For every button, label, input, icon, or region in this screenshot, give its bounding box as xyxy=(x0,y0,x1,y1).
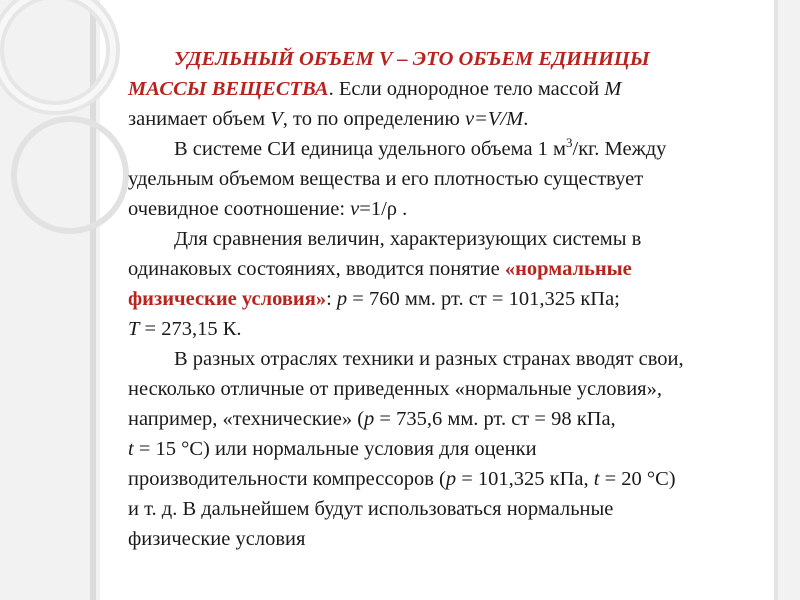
symbol-pressure: p xyxy=(336,288,348,310)
definition-heading-line2: МАССЫ ВЕЩЕСТВА xyxy=(128,78,329,100)
slide-text xyxy=(128,44,788,554)
paragraph-normal-conditions: Для сравнения величин, характеризующих системы в xyxy=(174,228,642,250)
paragraph-other-conditions-line4: t = 15 °C) или нормальные условия для оценки xyxy=(128,438,537,460)
paragraph-si-unit-line3: очевидное соотношение: v=1/ρ . xyxy=(128,198,408,220)
paragraph-other-conditions-line5: производительности компрессоров (p = 101,325 кПа, t = 20 °C) xyxy=(128,468,676,490)
term-normal-conditions-line1: «нормальные xyxy=(504,258,632,280)
paragraph-normal-conditions-line2: одинаковых состояниях, вводится понятие «нормальные xyxy=(128,258,632,280)
paragraph-si-unit: В системе СИ единица удельного объема 1 $м^3/кг$. Между xyxy=(174,135,667,160)
formula-density-relation: =1/ρ . xyxy=(359,198,408,220)
paragraph-definition-line2: МАССЫ ВЕЩЕСТВА. Если однородное тело массой M xyxy=(128,78,622,100)
symbol-volume: V xyxy=(270,108,283,130)
term-normal-conditions-line2: физические условия» xyxy=(128,288,327,310)
superscript-3: 3 xyxy=(566,135,573,151)
ring-bottom xyxy=(14,119,126,231)
paragraph-definition-line3: занимает объем V, то по определению v=V/M. xyxy=(128,108,529,130)
paragraph-other-conditions-line6: и т. д. В дальнейшем будут использоваться нормальные xyxy=(128,498,614,520)
paragraph-other-conditions-line2: несколько отличные от приведенных «нормальные условия», xyxy=(128,378,662,400)
paragraph-other-conditions-line7: физические условия xyxy=(128,528,306,550)
paragraph-definition xyxy=(128,44,788,74)
definition-heading-line1: УДЕЛЬНЫЙ ОБЪЕМ V – ЭТО ОБЪЕМ ЕДИНИЦЫ xyxy=(174,48,650,70)
paragraph-other-conditions-line3: например, «технические» (p = 735,6 мм. рт. ст = 98 кПа, xyxy=(128,408,616,430)
paragraph-normal-conditions-line4: T = 273,15 К. xyxy=(128,318,242,340)
paragraph-other-conditions: В разных отраслях техники и разных странах вводят свои, xyxy=(174,348,684,370)
formula-specific-volume: v=V/M xyxy=(464,108,524,130)
symbol-temperature: T xyxy=(128,318,140,340)
symbol-specific-volume: v xyxy=(350,198,360,220)
paragraph-normal-conditions-line3: физические условия»: p = 760 мм. рт. ст = 101,325 кПа; xyxy=(128,288,620,310)
symbol-mass: M xyxy=(604,78,622,100)
paragraph-si-unit-line2: удельным объемом вещества и его плотностью существует xyxy=(128,168,644,190)
